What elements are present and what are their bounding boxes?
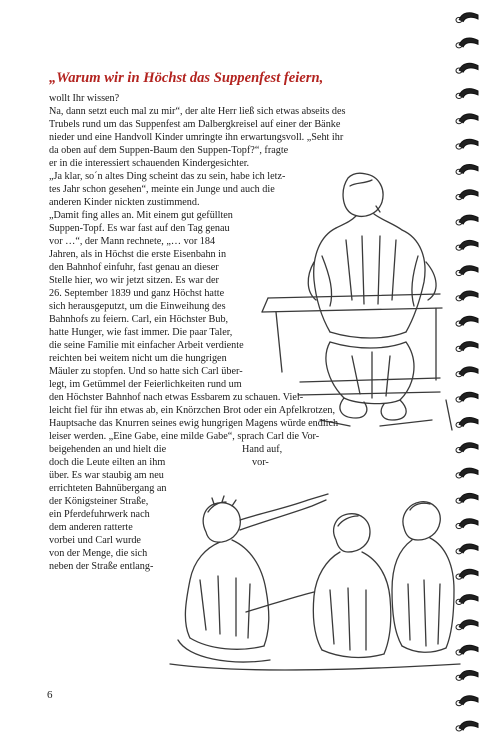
- body-line: vor-: [252, 457, 269, 468]
- body-line: hatte Hunger, wie fast immer. Die paar Taler,: [49, 327, 233, 338]
- body-line: Stelle hier, wo wir jetzt sitzen. Es war der: [49, 275, 219, 286]
- body-line: Na, dann setzt euch mal zu mir“, der alte Herr ließ sich etwas abseits des: [49, 106, 346, 117]
- binding-ring: [456, 418, 478, 428]
- body-line: den Bahnhof einfuhr, fast genau an dieser: [49, 262, 219, 273]
- body-line: den Höchster Bahnhof nach etwas Essbarem zu schauen. Viel-: [49, 392, 304, 403]
- binding-ring: [456, 316, 478, 326]
- binding-ring: [456, 645, 478, 655]
- binding-ring: [456, 139, 478, 149]
- body-line: Jahren, als in Höchst die erste Eisenbahn in: [49, 249, 227, 260]
- body-line: von der Menge, die sich: [49, 548, 148, 559]
- body-line: 26. September 1839 und ganz Höchst hatte: [49, 288, 225, 299]
- body-line: Mäuler zu stopfen. Und so hatte sich Carl über-: [49, 366, 243, 377]
- body-line: da oben auf dem Suppen-Baum den Suppen-Topf?“, fragte: [49, 145, 289, 156]
- binding-ring: [456, 493, 478, 503]
- binding-ring: [456, 392, 478, 402]
- spiral-binding: [444, 0, 480, 753]
- body-line: „Damit fing alles an. Mit einem gut gefüllten: [49, 210, 233, 221]
- binding-ring: [456, 595, 478, 605]
- binding-ring: [456, 468, 478, 478]
- binding-ring: [456, 671, 478, 681]
- body-line: doch die Leute eilten an ihm: [49, 457, 166, 468]
- body-line: die seine Familie mit einfacher Arbeit verdiente: [49, 340, 244, 351]
- body-line: wollt Ihr wissen?: [49, 93, 120, 104]
- body-line: Trubels rund um das Suppenfest am Dalbergkreisel auf einer der Bänke: [49, 119, 341, 130]
- binding-ring: [456, 291, 478, 301]
- chapter-title: „Warum wir in Höchst das Suppenfest feiern,: [49, 70, 324, 86]
- binding-ring: [456, 215, 478, 225]
- body-line: reichten bei weitem nicht um die hungrigen: [49, 353, 227, 364]
- body-line: vorbei und Carl wurde: [49, 535, 141, 546]
- binding-ring: [456, 89, 478, 99]
- body-line: Suppen-Topf. Es war fast auf den Tag genau: [49, 223, 230, 234]
- body-line: der Königsteiner Straße,: [49, 496, 149, 507]
- body-line: leicht fiel für ihn etwas ab, ein Knörzchen Brot oder ein Apfelkrotzen,: [49, 405, 335, 416]
- body-line: anderen Kinder nickten zustimmend.: [49, 197, 200, 208]
- binding-ring: [456, 38, 478, 48]
- binding-ring: [456, 266, 478, 276]
- binding-ring: [456, 63, 478, 73]
- body-line: über. Es war staubig am neu: [49, 470, 164, 481]
- binding-ring: [456, 13, 478, 23]
- body-line: vor …“, der Mann rechnete, „… vor 184: [49, 236, 216, 247]
- body-line: nieder und eine Handvoll Kinder umringte ihn erwartungsvoll. „Seht ihr: [49, 132, 344, 143]
- body-line: leiser werden. „Eine Gabe, eine milde Gabe“, sprach Carl die Vor-: [49, 431, 320, 442]
- binding-ring: [456, 620, 478, 630]
- binding-ring: [456, 443, 478, 453]
- binding-ring: [456, 569, 478, 579]
- binding-ring: [456, 240, 478, 250]
- body-line: er in die interessiert schauenden Kindergesichter.: [49, 158, 250, 169]
- binding-ring: [456, 342, 478, 352]
- body-line: Hauptsache das Knurren seines ewig hungrigen Magens würde endlich: [49, 418, 339, 429]
- binding-ring: [456, 190, 478, 200]
- body-line: dem anderen ratterte: [49, 522, 133, 533]
- binding-ring: [456, 721, 478, 731]
- binding-ring: [456, 544, 478, 554]
- body-line: neben der Straße entlang-: [49, 561, 154, 572]
- binding-ring: [456, 114, 478, 124]
- body-line: sich herausgeputzt, um die Einweihung des: [49, 301, 226, 312]
- page-number: 6: [47, 689, 53, 701]
- body-line: Hand auf,: [242, 444, 283, 455]
- body-line: legt, im Getümmel der Feierlichkeiten rund um: [49, 379, 242, 390]
- body-line: errichteten Bahnübergang an: [49, 483, 167, 494]
- body-line: beigehenden an und hielt die: [49, 444, 167, 455]
- binding-ring: [456, 696, 478, 706]
- body-line: ein Pferdefuhrwerk nach: [49, 509, 150, 520]
- body-line: Bahnhofs zu feiern. Carl, ein Höchster Bub,: [49, 314, 229, 325]
- body-line: tes Jahr schon gesehen“, meinte ein Junge und auch die: [49, 184, 275, 195]
- body-line: „Ja klar, so´n altes Ding scheint das zu sein, habe ich letz-: [49, 171, 286, 182]
- binding-ring: [456, 367, 478, 377]
- binding-ring: [456, 165, 478, 175]
- binding-ring: [456, 519, 478, 529]
